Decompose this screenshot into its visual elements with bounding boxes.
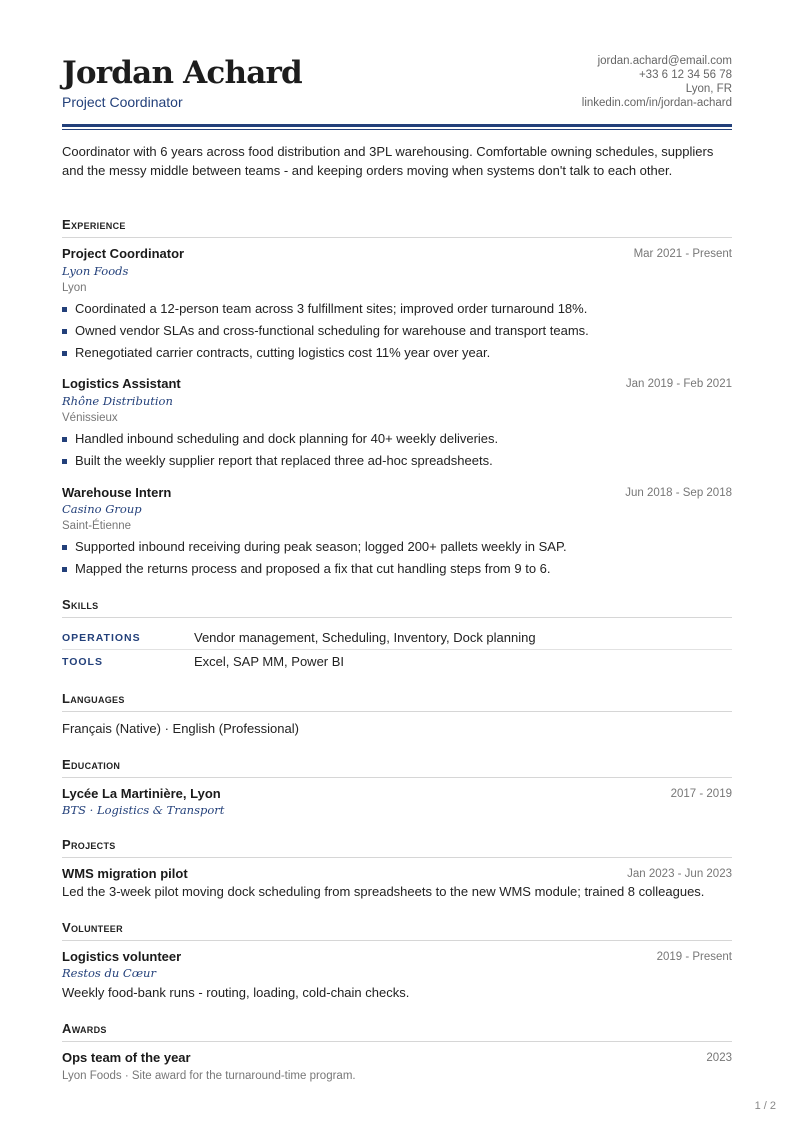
project-dates: Jan 2023 - Jun 2023 [627,868,732,880]
job-bullet: Handled inbound scheduling and dock planning for 40+ weekly deliveries. [62,431,498,447]
skill-category-label: OPERATIONS [62,632,141,644]
contact-phone: +33 6 12 34 56 78 [638,69,732,81]
skill-category-label: TOOLS [62,656,103,668]
award-title: Ops team of the year [62,1050,191,1065]
award-dates: 2023 [706,1052,732,1064]
skill-category-value: Excel, SAP MM, Power BI [194,654,345,669]
contact-linkedin: linkedin.com/in/jordan-achard [581,97,732,109]
education-school: Lycée La Martinière, Lyon [62,786,221,801]
job-location: Vénissieux [62,412,118,424]
job-bullet: Coordinated a 12-person team across 3 fulfillment sites; improved order turnaround 18%. [62,301,587,317]
candidate-name: Jordan Achard [62,55,302,91]
contact-email: jordan.achard@email.com [597,55,732,67]
skill-category-value: Vendor management, Scheduling, Inventory, Dock planning [194,630,536,645]
section-title-projects: Projects [62,837,732,858]
job-bullet: Renegotiated carrier contracts, cutting logistics cost 11% year over year. [62,345,490,361]
job-location: Lyon [62,282,87,294]
job-dates: Jan 2019 - Feb 2021 [625,378,732,390]
job-company: Lyon Foods [62,264,129,278]
job-bullet: Mapped the returns process and proposed a fix that cut handling steps from 9 to 6. [62,561,551,577]
job-bullet: Owned vendor SLAs and cross-functional scheduling for warehouse and transport teams. [62,323,589,339]
job-company: Rhône Distribution [62,394,173,408]
award-description: Lyon Foods · Site award for the turnaround-time program. [62,1070,356,1082]
languages-list: Français (Native) · English (Professional) [62,721,299,736]
resume-header [62,0,732,124]
job-company: Casino Group [62,502,142,516]
project-description: Led the 3-week pilot moving dock scheduling from spreadsheets to the new WMS module; trained 8 colleagues. [62,884,705,899]
header-divider-thin [62,129,732,130]
job-dates: Mar 2021 - Present [633,248,732,260]
project-title: WMS migration pilot [62,866,188,881]
section-title-skills: Skills [62,597,732,618]
summary-paragraph: Coordinator with 6 years across food distribution and 3PL warehousing. Comfortable owning schedules, suppliers and the messy middle between teams - and keeping orders moving when systems don't talk to each other. [62,144,714,178]
job-title: Logistics Assistant [62,376,181,391]
contact-location: Lyon, FR [685,83,732,95]
section-title-languages: Languages [62,691,732,712]
volunteer-org: Restos du Cœur [62,966,156,980]
section-title-awards: Awards [62,1021,732,1042]
section-title-volunteer: Volunteer [62,920,732,941]
job-bullet: Built the weekly supplier report that replaced three ad-hoc spreadsheets. [62,453,493,469]
skill-row-operations [62,626,732,650]
header-divider-thick [62,124,732,127]
section-title-experience: Experience [62,217,732,238]
job-title: Project Coordinator [62,246,185,261]
volunteer-dates: 2019 - Present [656,951,732,963]
job-bullet: Supported inbound receiving during peak season; logged 200+ pallets weekly in SAP. [62,539,567,555]
volunteer-description: Weekly food-bank runs - routing, loading, cold-chain checks. [62,985,410,1000]
page-number: 1 / 2 [754,1100,776,1112]
education-dates: 2017 - 2019 [670,788,732,800]
job-location: Saint-Étienne [62,520,132,532]
job-title: Warehouse Intern [62,485,172,500]
volunteer-title: Logistics volunteer [62,949,182,964]
section-title-education: Education [62,757,732,778]
education-degree: BTS · Logistics & Transport [62,803,225,817]
resume-page [62,0,732,1082]
contact-block [582,54,732,110]
job-dates: Jun 2018 - Sep 2018 [625,487,732,499]
skill-row-tools [62,650,732,674]
candidate-role: Project Coordinator [62,94,183,110]
